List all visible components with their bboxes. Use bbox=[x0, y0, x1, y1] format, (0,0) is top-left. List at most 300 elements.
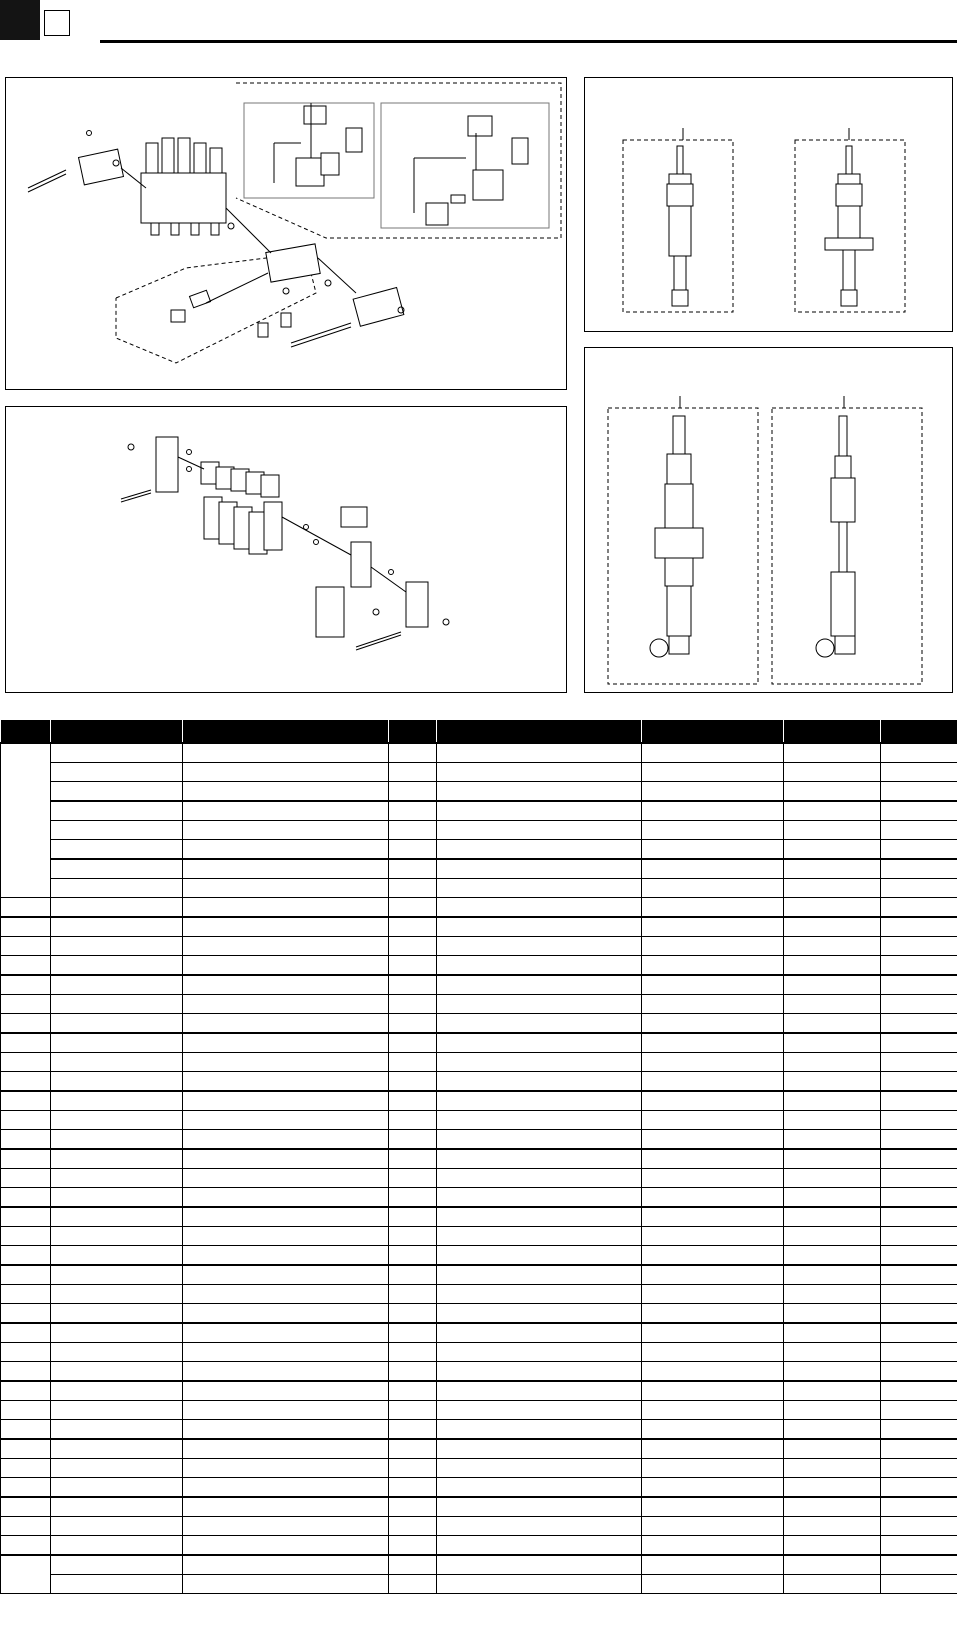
table-cell bbox=[51, 801, 183, 821]
table-cell bbox=[51, 1536, 183, 1556]
table-row bbox=[1, 743, 957, 763]
table-cell bbox=[389, 956, 437, 976]
table-cell bbox=[1, 1014, 51, 1034]
table-cell bbox=[881, 1420, 957, 1440]
col-header-part-no bbox=[642, 720, 784, 743]
table-cell bbox=[183, 801, 389, 821]
table-row bbox=[1, 840, 957, 860]
table-cell bbox=[642, 1497, 784, 1517]
table-cell bbox=[389, 1227, 437, 1246]
section-marker-box bbox=[44, 10, 70, 36]
table-cell bbox=[784, 956, 881, 976]
table-row bbox=[1, 1033, 957, 1053]
table-cell bbox=[642, 743, 784, 763]
table-row bbox=[1, 821, 957, 840]
table-cell bbox=[437, 1111, 642, 1130]
table-row bbox=[1, 1497, 957, 1517]
table-cell bbox=[881, 1091, 957, 1111]
table-cell bbox=[183, 937, 389, 956]
table-cell bbox=[183, 743, 389, 763]
table-cell bbox=[437, 743, 642, 763]
table-cell bbox=[642, 821, 784, 840]
table-cell bbox=[437, 1188, 642, 1208]
table-cell bbox=[784, 1323, 881, 1343]
table-cell bbox=[642, 1014, 784, 1034]
table-cell bbox=[389, 1401, 437, 1420]
table-cell bbox=[183, 1149, 389, 1169]
table-cell bbox=[784, 1420, 881, 1440]
table-cell bbox=[784, 1478, 881, 1498]
table-cell bbox=[183, 898, 389, 918]
table-cell bbox=[1, 1169, 51, 1188]
table-cell bbox=[389, 1072, 437, 1092]
table-cell bbox=[1, 1343, 51, 1362]
table-cell bbox=[183, 1246, 389, 1266]
table-row bbox=[1, 917, 957, 937]
table-cell bbox=[183, 1130, 389, 1150]
table-cell bbox=[389, 1497, 437, 1517]
table-cell bbox=[183, 917, 389, 937]
table-cell bbox=[437, 840, 642, 860]
table-cell bbox=[389, 1536, 437, 1556]
table-cell bbox=[51, 1478, 183, 1498]
table-row bbox=[1, 898, 957, 918]
table-cell bbox=[51, 1149, 183, 1169]
table-cell bbox=[642, 1265, 784, 1285]
table-row bbox=[1, 975, 957, 995]
table-cell bbox=[389, 1207, 437, 1227]
table-cell bbox=[1, 743, 51, 898]
table-cell bbox=[784, 1091, 881, 1111]
table-row bbox=[1, 1014, 957, 1034]
table-cell bbox=[437, 1536, 642, 1556]
table-cell bbox=[437, 898, 642, 918]
table-cell bbox=[183, 1478, 389, 1498]
table-row bbox=[1, 1555, 957, 1575]
table-cell bbox=[437, 1265, 642, 1285]
table-cell bbox=[183, 1285, 389, 1304]
diagram-panel-cylinders bbox=[584, 77, 953, 332]
table-cell bbox=[1, 1555, 51, 1594]
table-cell bbox=[51, 859, 183, 879]
table-cell bbox=[642, 1285, 784, 1304]
table-cell bbox=[389, 1517, 437, 1536]
table-cell bbox=[642, 879, 784, 898]
table-cell bbox=[437, 821, 642, 840]
table-cell bbox=[881, 1362, 957, 1382]
table-cell bbox=[1, 1439, 51, 1459]
table-row bbox=[1, 1053, 957, 1072]
table-cell bbox=[784, 743, 881, 763]
table-cell bbox=[881, 1072, 957, 1092]
table-cell bbox=[51, 1575, 183, 1594]
table-cell bbox=[1, 1304, 51, 1324]
table-cell bbox=[437, 1091, 642, 1111]
table-cell bbox=[51, 879, 183, 898]
table-cell bbox=[183, 975, 389, 995]
table-cell bbox=[1, 1130, 51, 1150]
table-cell bbox=[784, 1149, 881, 1169]
table-cell bbox=[642, 840, 784, 860]
table-cell bbox=[51, 1304, 183, 1324]
table-cell bbox=[437, 859, 642, 879]
table-cell bbox=[389, 937, 437, 956]
table-cell bbox=[183, 1420, 389, 1440]
table-cell bbox=[642, 1169, 784, 1188]
table-cell bbox=[1, 1246, 51, 1266]
table-cell bbox=[183, 1459, 389, 1478]
table-row bbox=[1, 1536, 957, 1556]
table-cell bbox=[183, 763, 389, 782]
table-row bbox=[1, 1343, 957, 1362]
table-cell bbox=[389, 1420, 437, 1440]
table-header-row bbox=[1, 720, 957, 743]
table-cell bbox=[51, 1053, 183, 1072]
table-cell bbox=[642, 1478, 784, 1498]
table-cell bbox=[51, 898, 183, 918]
table-cell bbox=[183, 1517, 389, 1536]
table-cell bbox=[881, 1033, 957, 1053]
table-cell bbox=[51, 1130, 183, 1150]
table-cell bbox=[389, 1285, 437, 1304]
table-cell bbox=[784, 898, 881, 918]
table-cell bbox=[183, 840, 389, 860]
table-cell bbox=[784, 1497, 881, 1517]
table-cell bbox=[437, 956, 642, 976]
col-header-ref bbox=[1, 720, 51, 743]
table-row bbox=[1, 1246, 957, 1266]
table-cell bbox=[784, 1536, 881, 1556]
table-cell bbox=[437, 1072, 642, 1092]
table-cell bbox=[183, 879, 389, 898]
table-cell bbox=[642, 1343, 784, 1362]
table-cell bbox=[389, 1439, 437, 1459]
table-cell bbox=[1, 917, 51, 937]
table-cell bbox=[51, 1188, 183, 1208]
table-row bbox=[1, 1401, 957, 1420]
table-cell bbox=[642, 1149, 784, 1169]
table-cell bbox=[784, 1033, 881, 1053]
table-cell bbox=[183, 821, 389, 840]
table-cell bbox=[784, 1517, 881, 1536]
table-cell bbox=[183, 1091, 389, 1111]
table-cell bbox=[51, 782, 183, 802]
table-cell bbox=[881, 1149, 957, 1169]
table-cell bbox=[642, 1188, 784, 1208]
table-row bbox=[1, 956, 957, 976]
table-cell bbox=[642, 1362, 784, 1382]
table-cell bbox=[51, 1517, 183, 1536]
table-cell bbox=[881, 975, 957, 995]
table-cell bbox=[784, 1265, 881, 1285]
cylinder-drawing bbox=[585, 78, 954, 333]
table-cell bbox=[642, 1091, 784, 1111]
table-cell bbox=[881, 1478, 957, 1498]
table-cell bbox=[389, 859, 437, 879]
table-cell bbox=[437, 1053, 642, 1072]
table-cell bbox=[642, 1111, 784, 1130]
table-cell bbox=[51, 956, 183, 976]
table-cell bbox=[881, 1053, 957, 1072]
table-cell bbox=[784, 917, 881, 937]
table-cell bbox=[1, 1420, 51, 1440]
table-cell bbox=[183, 1362, 389, 1382]
table-row bbox=[1, 1285, 957, 1304]
table-cell bbox=[183, 1111, 389, 1130]
table-cell bbox=[389, 1188, 437, 1208]
table-cell bbox=[642, 859, 784, 879]
table-cell bbox=[784, 1343, 881, 1362]
table-cell bbox=[437, 1343, 642, 1362]
table-cell bbox=[437, 1459, 642, 1478]
table-cell bbox=[389, 1323, 437, 1343]
table-row bbox=[1, 995, 957, 1014]
table-cell bbox=[437, 1420, 642, 1440]
table-row bbox=[1, 1072, 957, 1092]
table-cell bbox=[881, 743, 957, 763]
table-cell bbox=[437, 763, 642, 782]
table-cell bbox=[784, 879, 881, 898]
table-row bbox=[1, 1323, 957, 1343]
table-cell bbox=[389, 801, 437, 821]
table-cell bbox=[437, 782, 642, 802]
table-cell bbox=[183, 782, 389, 802]
table-cell bbox=[642, 1323, 784, 1343]
table-cell bbox=[183, 956, 389, 976]
table-cell bbox=[437, 1169, 642, 1188]
table-cell bbox=[1, 956, 51, 976]
table-cell bbox=[183, 1343, 389, 1362]
table-cell bbox=[881, 821, 957, 840]
table-cell bbox=[642, 1575, 784, 1594]
table-cell bbox=[642, 1207, 784, 1227]
table-row bbox=[1, 782, 957, 802]
table-cell bbox=[183, 1575, 389, 1594]
table-cell bbox=[642, 1246, 784, 1266]
table-row bbox=[1, 1517, 957, 1536]
table-cell bbox=[642, 995, 784, 1014]
table-cell bbox=[389, 1169, 437, 1188]
table-cell bbox=[881, 1207, 957, 1227]
table-cell bbox=[642, 763, 784, 782]
table-row bbox=[1, 1091, 957, 1111]
table-cell bbox=[1, 1111, 51, 1130]
table-cell bbox=[1, 1207, 51, 1227]
table-row bbox=[1, 1169, 957, 1188]
table-cell bbox=[1, 1227, 51, 1246]
table-cell bbox=[1, 1285, 51, 1304]
table-cell bbox=[784, 1304, 881, 1324]
table-cell bbox=[389, 1033, 437, 1053]
table-cell bbox=[183, 1072, 389, 1092]
table-cell bbox=[881, 1169, 957, 1188]
table-cell bbox=[642, 937, 784, 956]
table-cell bbox=[881, 1459, 957, 1478]
table-cell bbox=[389, 1555, 437, 1575]
table-cell bbox=[784, 1207, 881, 1227]
table-cell bbox=[183, 1555, 389, 1575]
table-cell bbox=[51, 1111, 183, 1130]
table-cell bbox=[784, 1014, 881, 1034]
table-cell bbox=[51, 1014, 183, 1034]
table-cell bbox=[1, 995, 51, 1014]
table-cell bbox=[1, 1478, 51, 1498]
table-cell bbox=[881, 1536, 957, 1556]
table-cell bbox=[881, 898, 957, 918]
table-cell bbox=[1, 1362, 51, 1382]
table-cell bbox=[881, 1497, 957, 1517]
table-cell bbox=[389, 821, 437, 840]
table-cell bbox=[437, 1149, 642, 1169]
table-cell bbox=[642, 1033, 784, 1053]
table-cell bbox=[784, 1555, 881, 1575]
table-cell bbox=[784, 1575, 881, 1594]
table-cell bbox=[183, 1381, 389, 1401]
table-cell bbox=[784, 1130, 881, 1150]
table-cell bbox=[1, 1401, 51, 1420]
table-cell bbox=[881, 1130, 957, 1150]
table-cell bbox=[784, 1439, 881, 1459]
parts-table bbox=[0, 720, 957, 1594]
table-cell bbox=[389, 1091, 437, 1111]
table-cell bbox=[881, 782, 957, 802]
table-cell bbox=[784, 1285, 881, 1304]
table-row bbox=[1, 763, 957, 782]
table-cell bbox=[437, 1323, 642, 1343]
table-cell bbox=[881, 1265, 957, 1285]
table-cell bbox=[437, 879, 642, 898]
table-cell bbox=[437, 1304, 642, 1324]
table-cell bbox=[881, 1188, 957, 1208]
section-marker-block bbox=[0, 0, 40, 40]
table-cell bbox=[183, 1401, 389, 1420]
table-cell bbox=[437, 801, 642, 821]
table-cell bbox=[1, 1459, 51, 1478]
table-cell bbox=[183, 995, 389, 1014]
table-cell bbox=[642, 1227, 784, 1246]
table-cell bbox=[881, 995, 957, 1014]
table-cell bbox=[51, 1459, 183, 1478]
table-cell bbox=[642, 1420, 784, 1440]
table-row bbox=[1, 1149, 957, 1169]
table-cell bbox=[389, 1053, 437, 1072]
table-cell bbox=[437, 1207, 642, 1227]
table-cell bbox=[881, 840, 957, 860]
col-header-qty bbox=[389, 720, 437, 743]
table-cell bbox=[437, 1033, 642, 1053]
table-cell bbox=[437, 1246, 642, 1266]
manifold-exploded-drawing bbox=[6, 78, 568, 391]
table-cell bbox=[389, 975, 437, 995]
table-row bbox=[1, 1130, 957, 1150]
table-cell bbox=[881, 1323, 957, 1343]
table-cell bbox=[51, 995, 183, 1014]
table-cell bbox=[437, 1285, 642, 1304]
table-cell bbox=[881, 1401, 957, 1420]
table-cell bbox=[437, 1381, 642, 1401]
table-cell bbox=[389, 840, 437, 860]
table-cell bbox=[389, 1478, 437, 1498]
table-cell bbox=[784, 763, 881, 782]
table-cell bbox=[183, 1227, 389, 1246]
table-cell bbox=[784, 1227, 881, 1246]
table-cell bbox=[1, 1517, 51, 1536]
table-cell bbox=[51, 1246, 183, 1266]
table-cell bbox=[784, 1072, 881, 1092]
table-cell bbox=[51, 1381, 183, 1401]
table-cell bbox=[437, 1555, 642, 1575]
table-cell bbox=[51, 1401, 183, 1420]
table-cell bbox=[437, 1362, 642, 1382]
table-cell bbox=[1, 975, 51, 995]
table-cell bbox=[784, 782, 881, 802]
table-row bbox=[1, 859, 957, 879]
table-cell bbox=[389, 1130, 437, 1150]
table-cell bbox=[437, 1130, 642, 1150]
table-cell bbox=[389, 1575, 437, 1594]
table-cell bbox=[642, 1401, 784, 1420]
table-cell bbox=[51, 743, 183, 763]
table-cell bbox=[642, 1381, 784, 1401]
table-row bbox=[1, 1575, 957, 1594]
table-cell bbox=[51, 1091, 183, 1111]
table-cell bbox=[1, 1323, 51, 1343]
table-cell bbox=[642, 1517, 784, 1536]
table-cell bbox=[881, 956, 957, 976]
table-cell bbox=[437, 917, 642, 937]
table-cell bbox=[784, 821, 881, 840]
table-cell bbox=[51, 1033, 183, 1053]
col-header-description bbox=[183, 720, 389, 743]
table-cell bbox=[1, 898, 51, 918]
table-cell bbox=[437, 975, 642, 995]
table-cell bbox=[881, 1285, 957, 1304]
table-cell bbox=[784, 937, 881, 956]
table-cell bbox=[881, 1575, 957, 1594]
table-cell bbox=[183, 1536, 389, 1556]
table-cell bbox=[881, 859, 957, 879]
table-cell bbox=[437, 1439, 642, 1459]
table-cell bbox=[642, 1072, 784, 1092]
table-cell bbox=[881, 1381, 957, 1401]
table-cell bbox=[437, 937, 642, 956]
table-cell bbox=[51, 1207, 183, 1227]
table-cell bbox=[389, 1246, 437, 1266]
table-row bbox=[1, 1111, 957, 1130]
col-header-remark bbox=[881, 720, 957, 743]
table-cell bbox=[784, 801, 881, 821]
table-cell bbox=[183, 1265, 389, 1285]
header-rule bbox=[100, 40, 957, 43]
table-cell bbox=[784, 1401, 881, 1420]
table-cell bbox=[389, 1265, 437, 1285]
table-cell bbox=[1, 1149, 51, 1169]
table-cell bbox=[437, 1575, 642, 1594]
table-row bbox=[1, 1362, 957, 1382]
table-cell bbox=[1, 1188, 51, 1208]
table-cell bbox=[183, 1188, 389, 1208]
table-row bbox=[1, 1188, 957, 1208]
table-cell bbox=[51, 1169, 183, 1188]
table-cell bbox=[881, 1111, 957, 1130]
table-cell bbox=[389, 995, 437, 1014]
table-cell bbox=[784, 975, 881, 995]
table-cell bbox=[437, 1401, 642, 1420]
table-cell bbox=[51, 1439, 183, 1459]
table-cell bbox=[784, 995, 881, 1014]
table-cell bbox=[183, 1207, 389, 1227]
table-cell bbox=[183, 859, 389, 879]
